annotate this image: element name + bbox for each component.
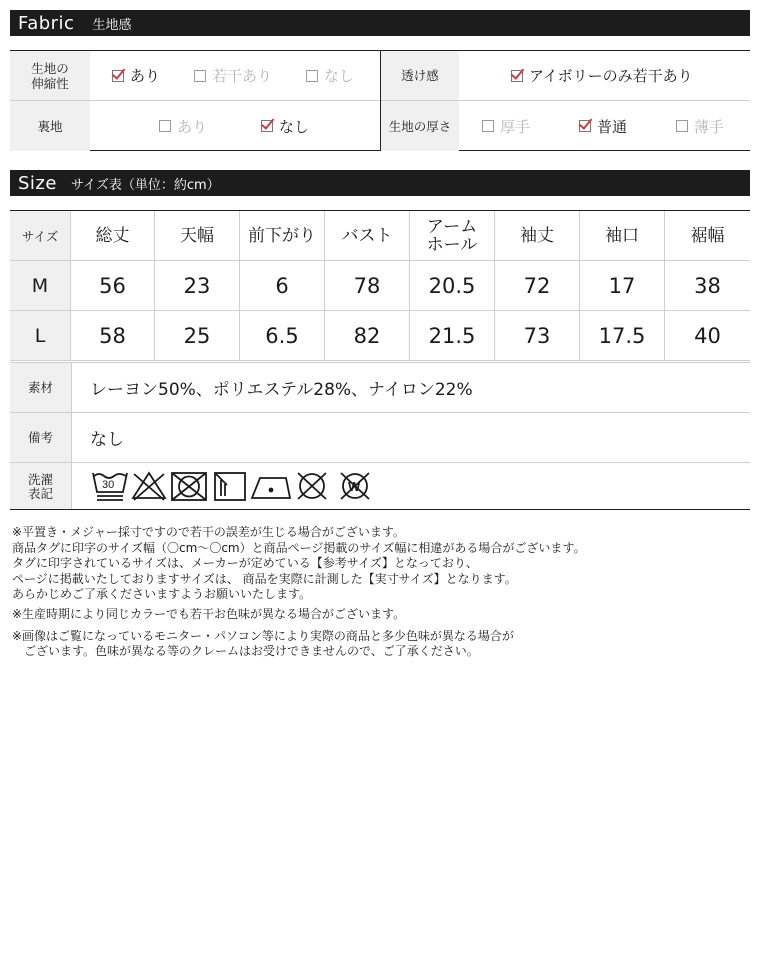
- divider: [10, 360, 750, 361]
- col-header-text-line2: ホール: [426, 234, 478, 255]
- checkbox-empty-icon: [676, 120, 688, 132]
- table-cell: 40: [694, 323, 721, 348]
- care-label: [10, 463, 72, 510]
- stretch-label: [10, 51, 90, 100]
- remarks-value: なし: [90, 430, 124, 450]
- fabric-section-header: [10, 10, 750, 36]
- care-label-line1: 洗濯: [27, 471, 53, 487]
- remarks-label: 備考: [10, 413, 72, 462]
- table-cell: 78: [325, 261, 410, 310]
- fabric-title-en: Fabric: [18, 12, 75, 34]
- size-table: [10, 210, 750, 510]
- table-cell: 6: [240, 261, 325, 310]
- table-cell: 56: [71, 261, 155, 310]
- col-header-text: 前下がり: [248, 225, 316, 246]
- note-line: ページに掲載いたしておりますサイズは、 商品を実際に計測した【実寸サイズ】となります。: [12, 571, 517, 586]
- no-dry-clean-icon: [298, 473, 326, 499]
- stretch-option-slight: [194, 51, 272, 100]
- checkbox-empty-icon: [482, 120, 494, 132]
- option-label: あり: [177, 117, 208, 136]
- thickness-option-thick: [482, 101, 530, 151]
- col-header-text: 袖丈: [520, 225, 554, 246]
- sheer-label: [381, 51, 459, 100]
- col-header-text: 裾幅: [690, 225, 725, 246]
- table-cell: 38: [694, 273, 721, 298]
- table-cell: 73: [495, 311, 580, 360]
- material-label: 素材: [10, 363, 72, 412]
- option-label: あり: [130, 67, 161, 85]
- stretch-option-yes: [112, 51, 160, 100]
- size-table-header-row: [10, 211, 750, 260]
- fabric-title-ja: 生地感: [92, 17, 132, 33]
- checkbox-empty-icon: [194, 70, 206, 82]
- option-label: なし: [324, 67, 355, 85]
- column-divider: [380, 51, 381, 150]
- note-line: あらかじめご了承くださいますようお願いいたします。: [12, 587, 312, 602]
- checkbox-checked-icon: [579, 120, 591, 132]
- thickness-option-normal: [579, 101, 627, 151]
- fabric-table: [10, 50, 750, 151]
- table-cell: 58: [71, 311, 155, 360]
- note-line: ※画像はご覧になっているモニター・パソコン等により実際の商品と多少色味が異なる場合が: [12, 628, 514, 643]
- size-title-en: Size: [18, 172, 57, 194]
- no-wet-clean-icon: [341, 473, 369, 499]
- no-tumble-dry-icon: [172, 473, 206, 500]
- note-line: 商品タグに印字のサイズ幅（〇cm〜〇cm）と商品ページ掲載のサイズ幅に相違がある場合がございます。: [12, 540, 586, 555]
- table-cell: 82: [325, 311, 410, 360]
- size-row-l: [10, 311, 750, 360]
- size-row-m: [10, 261, 750, 310]
- col-header-bust: [325, 211, 410, 260]
- option-label: 若干あり: [212, 67, 273, 85]
- checkbox-checked-icon: [511, 70, 523, 82]
- note-line: ※平置き・メジャー採寸ですので若干の誤差が生じる場合がございます。: [12, 525, 405, 539]
- option-label: なし: [279, 117, 310, 136]
- size-section-header: [10, 170, 750, 196]
- stretch-option-none: [306, 51, 354, 100]
- care-label-line2: 表記: [27, 485, 53, 501]
- lining-label: [10, 101, 90, 151]
- table-cell: 72: [495, 261, 580, 310]
- col-header-hem: [665, 211, 750, 260]
- col-header-armhole: [410, 211, 495, 260]
- checkbox-checked-icon: [112, 70, 124, 82]
- stretch-label-line1: 生地の: [31, 60, 69, 76]
- note-line: タグに印字されているサイズは、メーカーが定めている【参考サイズ】となっており、: [12, 556, 478, 571]
- divider: [10, 462, 750, 463]
- col-header-text: バスト: [341, 225, 393, 246]
- iron-low-icon: [252, 478, 290, 498]
- care-symbols: [90, 468, 380, 506]
- col-header-length: [71, 211, 155, 260]
- thickness-label-text: 生地の厚さ: [388, 118, 452, 134]
- col-header-sleeve-length: [495, 211, 580, 260]
- col-header-text: 天幅: [180, 225, 214, 246]
- divider: [10, 509, 750, 510]
- checkbox-empty-icon: [159, 120, 171, 132]
- thickness-option-thin: [676, 101, 724, 151]
- material-value: レーヨン50%、ポリエステル28%、ナイロン22%: [90, 380, 473, 400]
- checkbox-checked-icon: [261, 120, 273, 132]
- wash-temp-text: 30: [102, 479, 115, 491]
- table-cell: 6.5: [240, 311, 325, 360]
- option-label: 薄手: [694, 117, 725, 136]
- col-header-text-line1: アーム: [426, 216, 478, 237]
- lining-option-yes: [159, 101, 207, 151]
- sheer-label-text: 透け感: [401, 68, 439, 83]
- size-label-m: M: [10, 261, 71, 310]
- lining-label-text: 裏地: [37, 118, 63, 134]
- sheer-option-ivory: [511, 51, 693, 100]
- notes-block: [12, 525, 742, 660]
- note-line: ※生産時期により同じカラーでも若干お色味が異なる場合がございます。: [12, 606, 406, 621]
- no-bleach-icon: [133, 473, 165, 500]
- table-cell: 25: [155, 311, 240, 360]
- checkbox-empty-icon: [306, 70, 318, 82]
- wet-clean-letter: W: [348, 479, 361, 494]
- option-label: 普通: [597, 117, 628, 136]
- col-header-shoulder: [155, 211, 240, 260]
- line-dry-shade-icon: [215, 473, 245, 500]
- col-header-neck-drop: [240, 211, 325, 260]
- table-cell: 17: [580, 261, 665, 310]
- option-label: 厚手: [500, 117, 531, 136]
- size-label-l: L: [10, 311, 71, 360]
- option-label: アイボリーのみ若干あり: [529, 67, 693, 85]
- col-header-cuff: [580, 211, 665, 260]
- wash-30-gentle-icon: [93, 473, 127, 500]
- col-header-text: 袖口: [605, 225, 639, 246]
- stretch-label-line2: 伸縮性: [31, 75, 69, 91]
- size-title-ja: サイズ表（単位：約cm）: [70, 177, 220, 193]
- table-cell: 23: [155, 261, 240, 310]
- thickness-label: [381, 101, 459, 151]
- table-cell: 17.5: [580, 311, 665, 360]
- size-header-label: サイズ: [10, 211, 71, 260]
- note-line: ございます。色味が異なる等のクレームはお受けできませんので、ご了承ください。: [12, 644, 479, 659]
- col-header-text: 総丈: [95, 225, 130, 246]
- lining-option-none: [261, 101, 309, 151]
- table-cell: 20.5: [410, 261, 495, 310]
- table-cell: 21.5: [410, 311, 495, 360]
